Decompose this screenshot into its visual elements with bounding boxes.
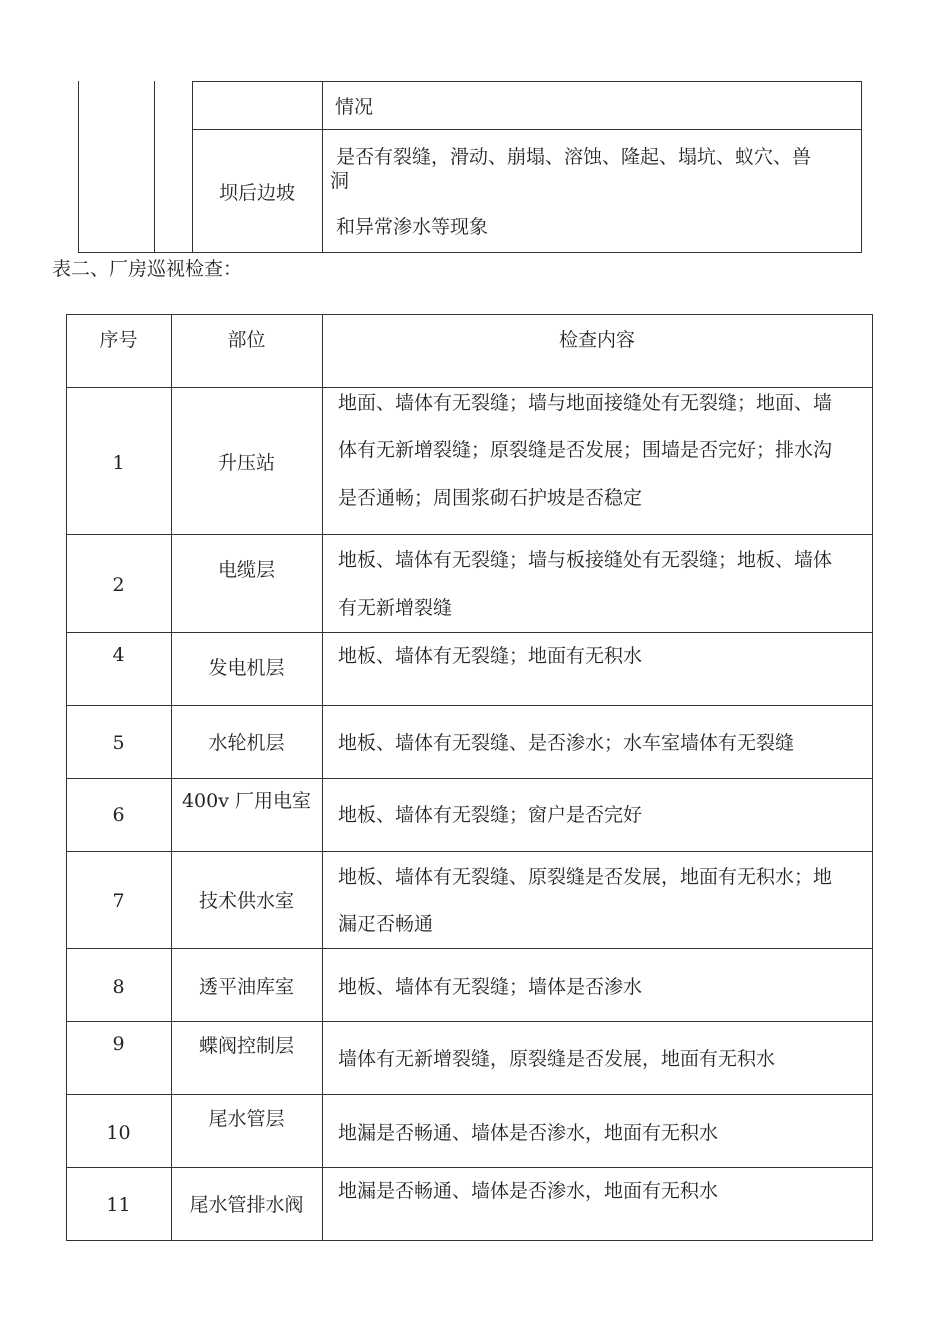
row-no: 10 bbox=[106, 1122, 131, 1144]
header-location: 部位 bbox=[227, 329, 266, 351]
header-no: 序号 bbox=[99, 329, 138, 351]
row-location: 尾水管排水阀 bbox=[189, 1194, 304, 1216]
row-content-line: 墙体有无新增裂缝，原裂缝是否发展，地面有无积水 bbox=[338, 1048, 776, 1070]
row-content-line: 地板、墙体有无裂缝、是否渗水；水车室墙体有无裂缝 bbox=[338, 732, 795, 754]
row-location: 蝶阀控制层 bbox=[198, 1035, 294, 1057]
row-no: 8 bbox=[112, 976, 125, 998]
row-content-line: 地板、墙体有无裂缝；地面有无积水 bbox=[338, 645, 643, 667]
row-content-line: 体有无新增裂缝；原裂缝是否发展；围墙是否完好；排水沟 bbox=[338, 439, 833, 461]
row-location: 升压站 bbox=[217, 452, 275, 474]
section-title: 表二、厂房巡视检查： bbox=[52, 258, 243, 280]
row-no: 1 bbox=[112, 452, 125, 474]
row-content-line: 漏疋否畅通 bbox=[338, 913, 434, 935]
row-location: 发电机层 bbox=[208, 657, 285, 679]
top-row2-label: 坝后边坡 bbox=[218, 182, 295, 204]
top-row2-text-line2: 洞 bbox=[330, 170, 350, 192]
row-no: 2 bbox=[112, 574, 125, 596]
row-location: 400v 厂用电室 bbox=[181, 790, 312, 812]
row-content-line: 地板、墙体有无裂缝；墙体是否渗水 bbox=[338, 976, 643, 998]
row-content-line: 地板、墙体有无裂缝、原裂缝是否发展，地面有无积水；地 bbox=[338, 866, 833, 888]
top-row2-text-line1: 是否有裂缝，滑动、崩塌、溶蚀、隆起、塌坑、蚁穴、兽 bbox=[336, 146, 812, 168]
row-no: 6 bbox=[112, 804, 125, 826]
row-content-line: 地漏是否畅通、墙体是否渗水，地面有无积水 bbox=[338, 1122, 719, 1144]
row-location: 水轮机层 bbox=[208, 732, 285, 754]
row-no: 4 bbox=[112, 644, 125, 666]
row-content-line: 地漏是否畅通、墙体是否渗水，地面有无积水 bbox=[338, 1180, 719, 1202]
row-content-line: 地板、墙体有无裂缝；墙与板接缝处有无裂缝；地板、墙体 bbox=[338, 549, 833, 571]
top-row1-text: 情况 bbox=[335, 96, 374, 118]
row-location: 尾水管层 bbox=[208, 1108, 285, 1130]
row-content-line: 有无新增裂缝 bbox=[338, 597, 453, 619]
row-location: 技术供水室 bbox=[198, 890, 294, 912]
row-content-line: 地面、墙体有无裂缝；墙与地面接缝处有无裂缝；地面、墙 bbox=[338, 392, 833, 414]
row-content-line: 是否通畅；周围浆砌石护坡是否稳定 bbox=[338, 487, 643, 509]
top-row2-text-line3: 和异常渗水等现象 bbox=[336, 216, 489, 238]
row-no: 5 bbox=[112, 732, 125, 754]
row-location: 电缆层 bbox=[217, 559, 275, 581]
row-no: 7 bbox=[112, 890, 125, 912]
header-content: 检查内容 bbox=[558, 329, 635, 351]
row-content-line: 地板、墙体有无裂缝；窗户是否完好 bbox=[338, 804, 643, 826]
row-no: 11 bbox=[106, 1194, 131, 1216]
row-location: 透平油库室 bbox=[198, 976, 294, 998]
row-no: 9 bbox=[112, 1033, 125, 1055]
